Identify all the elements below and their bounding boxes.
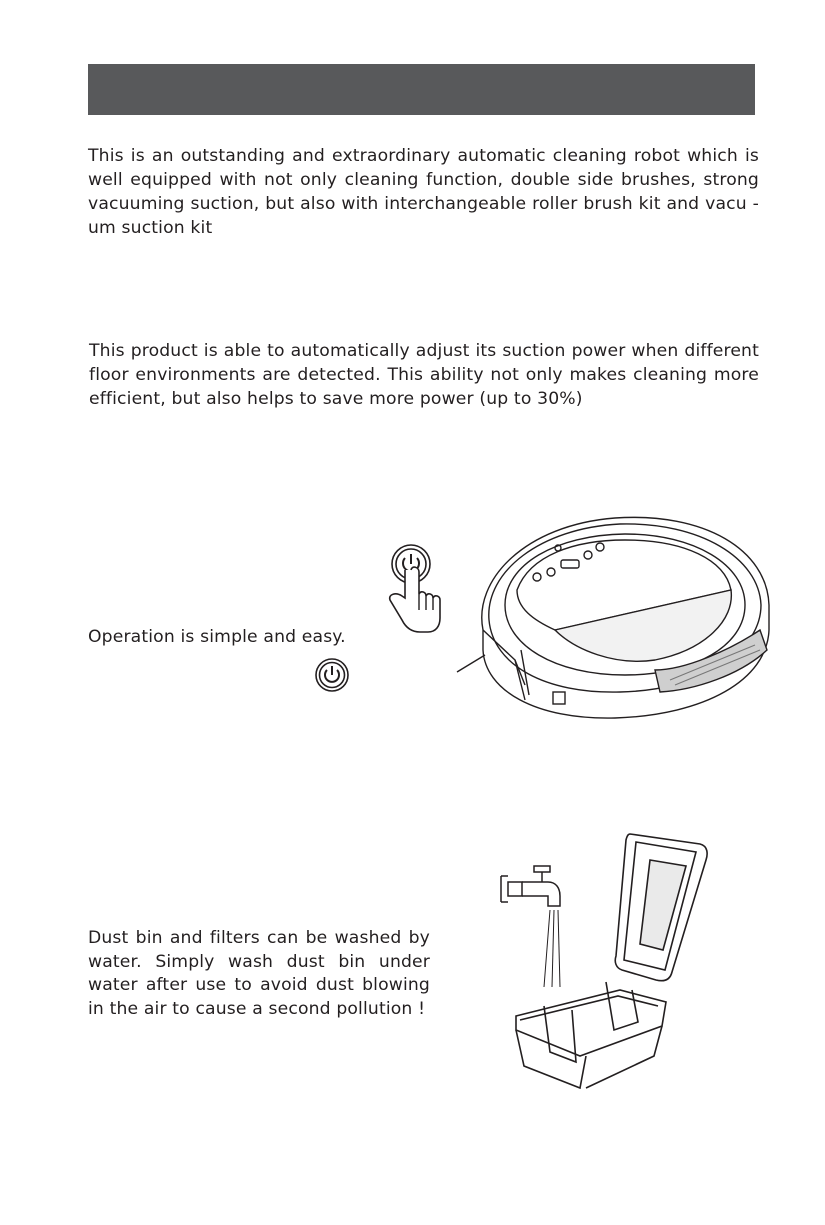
suction-paragraph: This product is able to automatically adjust its suction power when different floor environments are detected. This ability not only makes cleaning more efficient, but also helps to save more power (up to 30%) bbox=[89, 341, 759, 409]
section-header-bar bbox=[88, 64, 755, 115]
dust-bin-illustration bbox=[510, 830, 710, 1090]
robot-vacuum-illustration bbox=[455, 510, 775, 730]
power-icon bbox=[313, 656, 351, 694]
power-button-icon bbox=[380, 540, 460, 640]
dustbin-paragraph: Dust bin and filters can be washed by water. Simply wash dust bin under water after use to avoid dust blowing in the air to cause a second pollution ! bbox=[88, 928, 430, 1019]
operation-caption: Operation is simple and easy. bbox=[88, 627, 346, 647]
intro-paragraph: This is an outstanding and extraordinary automatic cleaning robot which is well equipped with not only cleaning function, double side brushes, strong vacuuming suction, but also with interchangeable roller brush kit and vacu -um suction kit bbox=[88, 146, 759, 238]
